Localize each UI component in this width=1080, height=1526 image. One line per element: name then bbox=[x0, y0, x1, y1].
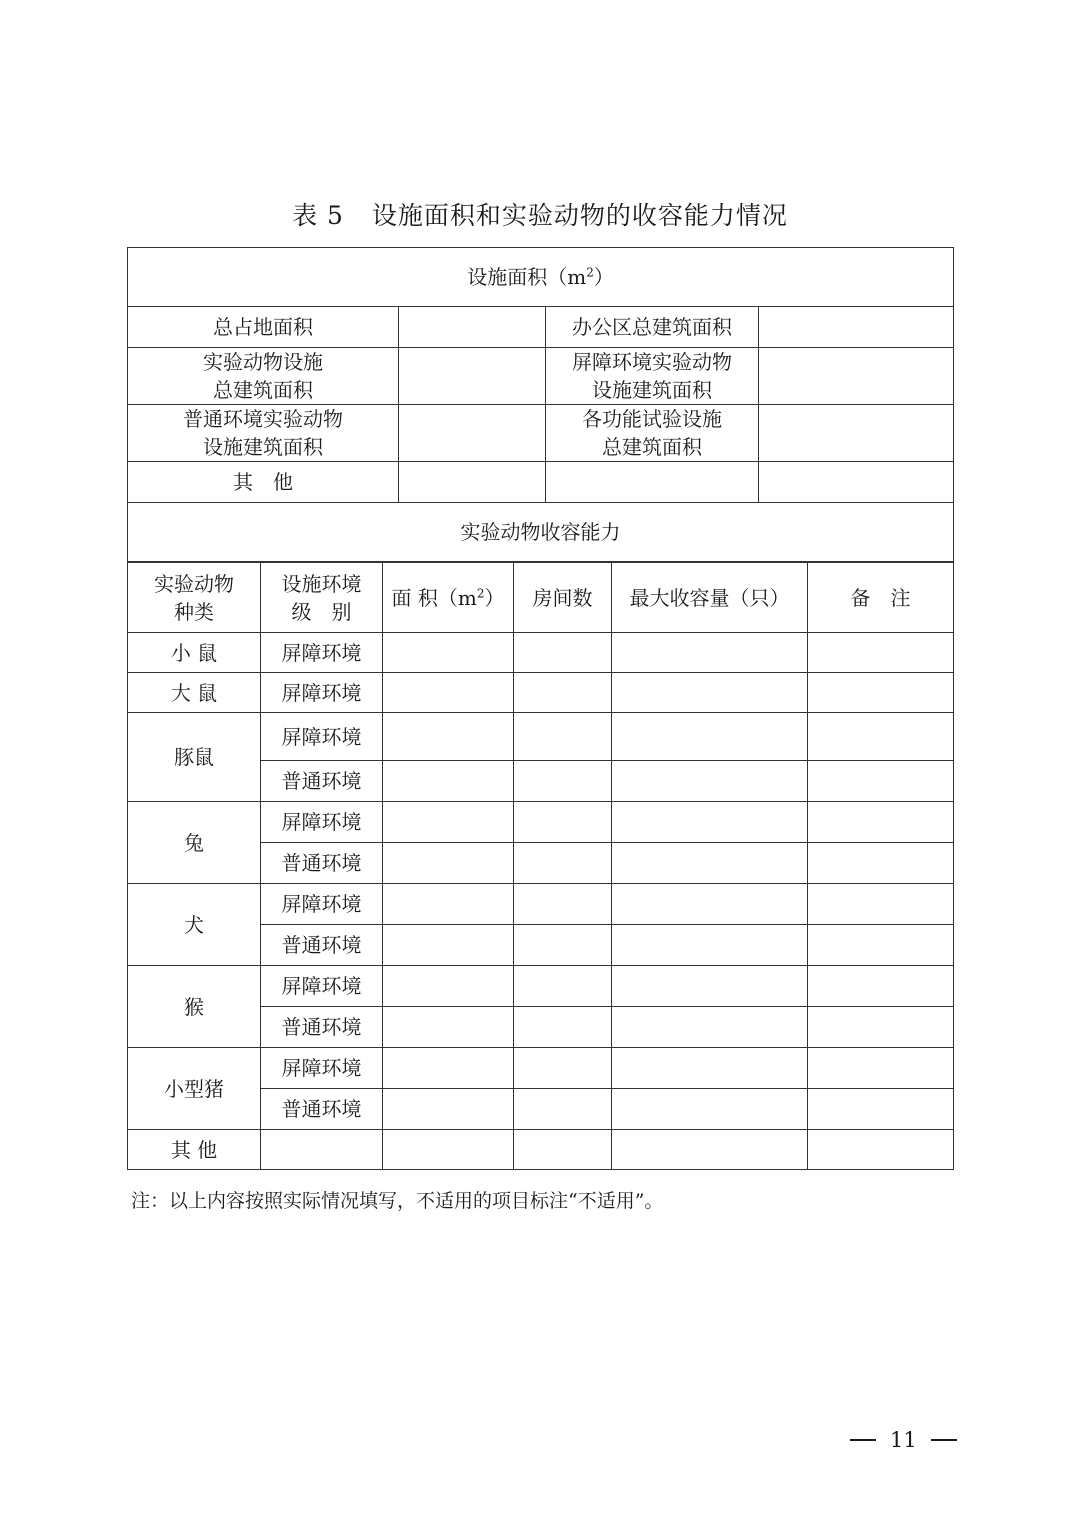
total-land-area-label: 总占地面积 bbox=[128, 307, 399, 348]
max-capacity-cell[interactable] bbox=[612, 1007, 808, 1048]
area-cell[interactable] bbox=[383, 761, 514, 802]
page-number bbox=[850, 1428, 957, 1452]
remarks-cell[interactable] bbox=[808, 713, 954, 761]
max-capacity-cell[interactable] bbox=[612, 1089, 808, 1130]
other-area-value[interactable] bbox=[399, 462, 546, 503]
remarks-cell[interactable] bbox=[808, 1130, 954, 1170]
area-cell[interactable] bbox=[383, 633, 514, 673]
env-level-cell: 屏障环境 bbox=[261, 802, 383, 843]
table-row bbox=[128, 673, 954, 713]
remarks-cell[interactable] bbox=[808, 633, 954, 673]
remarks-cell[interactable] bbox=[808, 802, 954, 843]
table-row bbox=[128, 633, 954, 673]
remarks-cell[interactable] bbox=[808, 673, 954, 713]
env-level-column-header: 设施环境 级 别 bbox=[261, 563, 383, 633]
dash-right bbox=[931, 1439, 957, 1441]
env-level-cell: 屏障环境 bbox=[261, 673, 383, 713]
remarks-cell[interactable] bbox=[808, 761, 954, 802]
facility-area-table bbox=[127, 247, 954, 562]
rooms-cell[interactable] bbox=[514, 761, 612, 802]
remarks-column-header: 备 注 bbox=[808, 563, 954, 633]
env-level-cell: 普通环境 bbox=[261, 843, 383, 884]
area-cell[interactable] bbox=[383, 966, 514, 1007]
office-area-label: 办公区总建筑面积 bbox=[546, 307, 759, 348]
area-cell[interactable] bbox=[383, 1048, 514, 1089]
env-level-cell: 普通环境 bbox=[261, 761, 383, 802]
conventional-facility-area-label: 普通环境实验动物 设施建筑面积 bbox=[128, 405, 399, 462]
max-capacity-cell[interactable] bbox=[612, 925, 808, 966]
area-cell[interactable] bbox=[383, 1130, 514, 1170]
table-row bbox=[128, 966, 954, 1007]
remarks-cell[interactable] bbox=[808, 1007, 954, 1048]
rooms-column-header: 房间数 bbox=[514, 563, 612, 633]
area-cell[interactable] bbox=[383, 713, 514, 761]
office-area-value[interactable] bbox=[759, 307, 954, 348]
dash-left bbox=[850, 1439, 876, 1441]
max-capacity-cell[interactable] bbox=[612, 966, 808, 1007]
area-cell[interactable] bbox=[383, 884, 514, 925]
rooms-cell[interactable] bbox=[514, 1048, 612, 1089]
page-number-text: 11 bbox=[890, 1428, 917, 1452]
rooms-cell[interactable] bbox=[514, 633, 612, 673]
table-note: 注：以上内容按照实际情况填写，不适用的项目标注“不适用”。 bbox=[131, 1190, 664, 1212]
rooms-cell[interactable] bbox=[514, 673, 612, 713]
total-land-area-value[interactable] bbox=[399, 307, 546, 348]
conventional-facility-area-value[interactable] bbox=[399, 405, 546, 462]
area-cell[interactable] bbox=[383, 1007, 514, 1048]
env-level-cell: 普通环境 bbox=[261, 1089, 383, 1130]
species-cell: 犬 bbox=[128, 884, 261, 966]
table-row bbox=[128, 884, 954, 925]
table-title bbox=[0, 196, 1080, 232]
other-area-extra-1[interactable] bbox=[546, 462, 759, 503]
other-area-label: 其 他 bbox=[128, 462, 399, 503]
species-cell: 小型猪 bbox=[128, 1048, 261, 1130]
table-row bbox=[128, 713, 954, 761]
max-capacity-cell[interactable] bbox=[612, 633, 808, 673]
rooms-cell[interactable] bbox=[514, 843, 612, 884]
env-level-cell: 普通环境 bbox=[261, 925, 383, 966]
env-level-cell: 屏障环境 bbox=[261, 884, 383, 925]
capacity-table bbox=[127, 562, 954, 1170]
max-capacity-cell[interactable] bbox=[612, 1048, 808, 1089]
max-capacity-cell[interactable] bbox=[612, 1130, 808, 1170]
barrier-facility-area-value[interactable] bbox=[759, 348, 954, 405]
max-capacity-cell[interactable] bbox=[612, 761, 808, 802]
animal-facility-area-value[interactable] bbox=[399, 348, 546, 405]
table-title-text: 设施面积和实验动物的收容能力情况 bbox=[371, 201, 788, 230]
max-capacity-cell[interactable] bbox=[612, 843, 808, 884]
env-level-cell: 屏障环境 bbox=[261, 966, 383, 1007]
rooms-cell[interactable] bbox=[514, 802, 612, 843]
area-column-header: 面 积$(m^2)$ bbox=[383, 563, 514, 633]
table-row bbox=[128, 802, 954, 843]
species-cell: 小 鼠 bbox=[128, 633, 261, 673]
remarks-cell[interactable] bbox=[808, 843, 954, 884]
rooms-cell[interactable] bbox=[514, 925, 612, 966]
rooms-cell[interactable] bbox=[514, 1007, 612, 1048]
area-cell[interactable] bbox=[383, 673, 514, 713]
barrier-facility-area-label: 屏障环境实验动物 设施建筑面积 bbox=[546, 348, 759, 405]
rooms-cell[interactable] bbox=[514, 1089, 612, 1130]
species-cell: 大 鼠 bbox=[128, 673, 261, 713]
table-number: 表 5 bbox=[292, 201, 344, 230]
area-cell[interactable] bbox=[383, 802, 514, 843]
functional-facility-area-label: 各功能试验设施 总建筑面积 bbox=[546, 405, 759, 462]
max-capacity-cell[interactable] bbox=[612, 673, 808, 713]
remarks-cell[interactable] bbox=[808, 925, 954, 966]
facility-area-header: 设施面积$(m^2)$ bbox=[128, 248, 954, 307]
species-column-header: 实验动物 种类 bbox=[128, 563, 261, 633]
functional-facility-area-value[interactable] bbox=[759, 405, 954, 462]
remarks-cell[interactable] bbox=[808, 966, 954, 1007]
env-level-cell: 屏障环境 bbox=[261, 633, 383, 673]
species-cell: 猴 bbox=[128, 966, 261, 1048]
species-cell: 兔 bbox=[128, 802, 261, 884]
species-cell: 豚鼠 bbox=[128, 713, 261, 802]
species-cell: 其 他 bbox=[128, 1130, 261, 1170]
area-cell[interactable] bbox=[383, 1089, 514, 1130]
max-capacity-cell[interactable] bbox=[612, 802, 808, 843]
animal-facility-area-label: 实验动物设施 总建筑面积 bbox=[128, 348, 399, 405]
remarks-cell[interactable] bbox=[808, 1089, 954, 1130]
area-cell[interactable] bbox=[383, 925, 514, 966]
remarks-cell[interactable] bbox=[808, 884, 954, 925]
rooms-cell[interactable] bbox=[514, 713, 612, 761]
env-level-cell: 普通环境 bbox=[261, 1007, 383, 1048]
max-capacity-cell[interactable] bbox=[612, 884, 808, 925]
rooms-cell[interactable] bbox=[514, 1130, 612, 1170]
max-capacity-cell[interactable] bbox=[612, 713, 808, 761]
rooms-cell[interactable] bbox=[514, 884, 612, 925]
table-row bbox=[128, 1048, 954, 1089]
area-cell[interactable] bbox=[383, 843, 514, 884]
table-row bbox=[128, 1130, 954, 1170]
env-level-cell: 屏障环境 bbox=[261, 1048, 383, 1089]
env-level-cell bbox=[261, 1130, 383, 1170]
max-capacity-column-header: 最大收容量（只） bbox=[612, 563, 808, 633]
other-area-extra-2[interactable] bbox=[759, 462, 954, 503]
env-level-cell: 屏障环境 bbox=[261, 713, 383, 761]
remarks-cell[interactable] bbox=[808, 1048, 954, 1089]
rooms-cell[interactable] bbox=[514, 966, 612, 1007]
capacity-header: 实验动物收容能力 bbox=[128, 503, 954, 562]
